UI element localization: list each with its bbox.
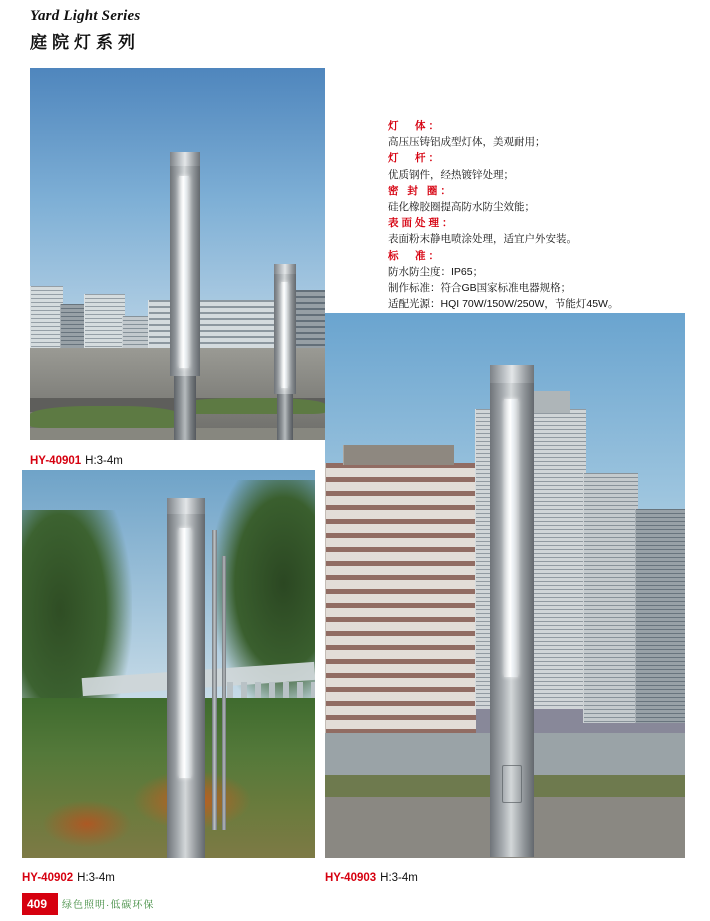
spec-row — [388, 150, 688, 166]
spec-row — [388, 264, 688, 280]
spec-value: 硅化橡胶圈提高防水防尘效能； — [388, 201, 535, 214]
page-number: 409 — [27, 897, 48, 911]
lamp-cap — [167, 498, 205, 514]
spec-value: 制作标准：符合GB国家标准电器规格； — [388, 282, 572, 295]
spec-value: 高压压铸铝成型灯体，美观耐用； — [388, 136, 546, 149]
product-photo-hy40901 — [30, 68, 325, 440]
spec-value: 优质钢件，经热镀锌处理； — [388, 168, 514, 181]
lamp-cap — [490, 365, 534, 383]
lamp-lens — [281, 282, 288, 388]
product-height: H:3-4m — [380, 872, 418, 884]
spec-row — [388, 248, 688, 264]
spec-key: 标 准： — [388, 249, 442, 262]
spec-value: 防水防尘度：IP65； — [388, 265, 484, 278]
product-code: HY-40903 — [325, 872, 377, 884]
product-height: H:3-4m — [85, 455, 123, 467]
spec-key: 密 封 圈： — [388, 184, 454, 197]
lamp-pole — [277, 394, 293, 440]
caption-hy40902 — [22, 872, 115, 884]
building-block-right — [583, 473, 638, 723]
building-block — [30, 286, 63, 348]
building-block — [60, 304, 87, 348]
lamp-lens — [179, 176, 189, 368]
spec-row — [388, 167, 688, 183]
building-block — [84, 294, 125, 350]
lamp-cap — [170, 152, 200, 166]
lamp-pole — [174, 376, 196, 440]
spec-key: 灯 体： — [388, 120, 442, 132]
product-photo-hy40902 — [22, 470, 315, 858]
lamp-cap — [274, 264, 296, 274]
lamp-pole-thin — [222, 556, 226, 830]
flower-cluster — [42, 800, 132, 848]
spec-row — [388, 183, 688, 199]
caption-hy40901 — [30, 455, 123, 467]
spec-value: 适配光源：HQI 70W/150W/250W，节能灯45W。 — [388, 298, 619, 311]
spec-row — [388, 296, 688, 312]
specification-block — [388, 118, 688, 312]
building-roof — [343, 445, 454, 465]
spec-row — [388, 118, 688, 134]
product-photo-hy40903 — [325, 313, 685, 858]
hedge-row — [180, 398, 325, 414]
lamp-access-door — [502, 765, 522, 803]
spec-row — [388, 231, 688, 247]
lamp-lens — [179, 528, 191, 778]
product-code: HY-40902 — [22, 872, 74, 884]
lamp-pole-thin — [212, 530, 217, 830]
product-code: HY-40901 — [30, 455, 82, 467]
lamp-post-foreground — [170, 152, 200, 440]
building-block-right — [635, 509, 685, 723]
spec-row — [388, 199, 688, 215]
spec-key: 灯 杆： — [388, 152, 442, 165]
page-header — [30, 8, 430, 53]
lamp-post-background — [274, 264, 296, 440]
lamp-lens — [504, 399, 518, 677]
spec-row — [388, 280, 688, 296]
spec-row — [388, 134, 688, 150]
page-title-cn: 庭院灯系列 — [30, 33, 140, 52]
caption-hy40903 — [325, 872, 418, 884]
lamp-post-main — [167, 498, 205, 858]
page-footer — [0, 887, 710, 921]
page-title-en: Yard Light Series — [30, 8, 141, 24]
hedge-row — [30, 406, 180, 428]
lamp-post-main — [490, 365, 534, 857]
spec-row — [388, 215, 688, 231]
product-height: H:3-4m — [77, 872, 115, 884]
spec-key: 表面处理： — [388, 217, 456, 230]
footer-slogan: 绿色照明·低碳环保 — [62, 900, 155, 911]
spec-value: 表面粉末静电喷涂处理，适宜户外安装。 — [388, 233, 577, 246]
